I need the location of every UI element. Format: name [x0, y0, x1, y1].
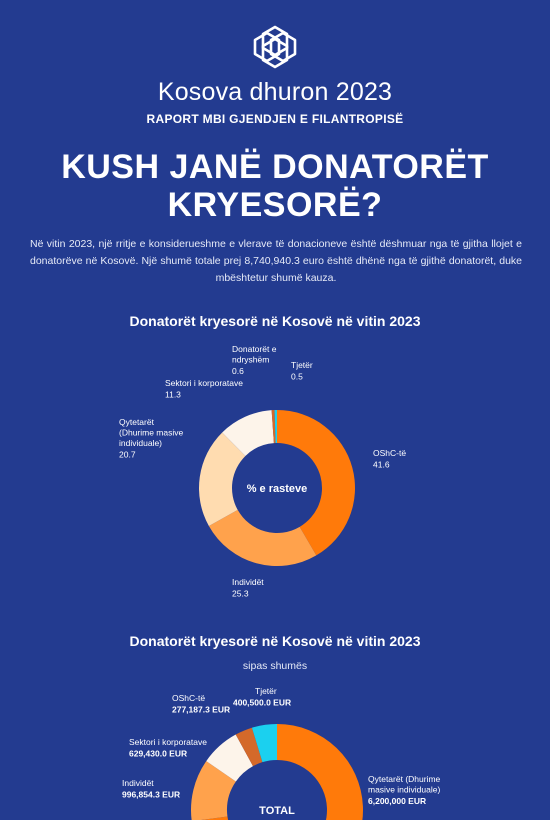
label-sektori-i-korporatave	[165, 378, 243, 400]
label-name: Sektori i korporatave	[165, 378, 243, 388]
label-value: 996,854.3 EUR	[122, 789, 181, 800]
label-value: 400,500.0 EUR	[233, 697, 292, 708]
intro-paragraph: Në vitin 2023, një rritje e konsiderueshme e vlerave të donacioneve është dëshmuar nga të gjitha llojet e donatorëve në Kosovë. Një shumë totale prej 8,740,940.3 euro është dhënë nga të gjithë donatorët, duke mbështetur shumë kauza.	[30, 238, 522, 284]
label-name: (Dhurime masive	[119, 427, 184, 438]
label-name: Individët	[122, 778, 154, 788]
label-tjeter	[233, 686, 291, 708]
report-subtitle: RAPORT MBI GJENDJEN E FILANTROPISË	[146, 112, 404, 126]
label-value: 629,430.0 EUR	[129, 748, 188, 759]
label-individet	[232, 577, 264, 599]
chart-1	[0, 340, 550, 610]
brand-title: Kosova dhuron 2023	[157, 78, 393, 106]
label-name: Qytetarët	[119, 417, 154, 427]
headline-line-2: KRYESORË?	[167, 186, 383, 224]
donut-center-label: TOTAL	[259, 805, 295, 817]
label-value: 20.7	[119, 449, 136, 460]
label-value: 0.5	[291, 371, 303, 382]
label-value: 0.6	[232, 366, 244, 376]
label-donatoret-e-ndryshem	[232, 344, 277, 376]
label-individet	[122, 778, 180, 800]
label-qytetaret-dhurime-masive-individuale	[119, 417, 184, 460]
label-name: Donatorët e	[232, 344, 277, 354]
donut-center-label: % e rasteve	[246, 483, 308, 495]
slice-individet	[209, 510, 316, 566]
label-value: 277,187.3 EUR	[172, 704, 231, 715]
label-qytetaret-dhurime-masive-individuale	[368, 774, 441, 806]
label-name: Tjetër	[291, 360, 313, 370]
label-name: individuale)	[119, 438, 162, 448]
label-name: OShC-të	[172, 693, 206, 703]
chart-2-title: Donatorët kryesorë në Kosovë në vitin 2023	[129, 633, 421, 649]
label-name: Qytetarët (Dhurime	[368, 774, 441, 784]
label-value: 11.3	[165, 389, 181, 400]
label-name: Individët	[232, 577, 264, 587]
label-name: OShC-të	[373, 448, 407, 458]
page-headline	[0, 148, 550, 224]
label-value: 41.6	[373, 459, 390, 470]
chart-2	[0, 680, 550, 820]
chart-2-subtitle: sipas shumës	[242, 660, 308, 672]
label-oshc-te	[172, 693, 230, 715]
headline-line-1: KUSH JANË DONATORËT	[61, 148, 489, 186]
knot-logo-icon	[251, 24, 299, 70]
label-tjeter	[291, 360, 313, 382]
label-name: masive individuale)	[368, 784, 441, 795]
label-name: Sektori i korporatave	[129, 737, 207, 747]
label-value: 25.3	[232, 588, 249, 599]
label-name: Tjetër	[255, 686, 277, 696]
chart-1-title: Donatorët kryesorë në Kosovë në vitin 2023	[129, 313, 421, 329]
label-value: 6,200,000 EUR	[368, 796, 427, 806]
label-oshc-te	[373, 448, 406, 470]
label-sektori-i-korporatave	[129, 737, 207, 759]
label-name: ndryshëm	[232, 354, 270, 365]
